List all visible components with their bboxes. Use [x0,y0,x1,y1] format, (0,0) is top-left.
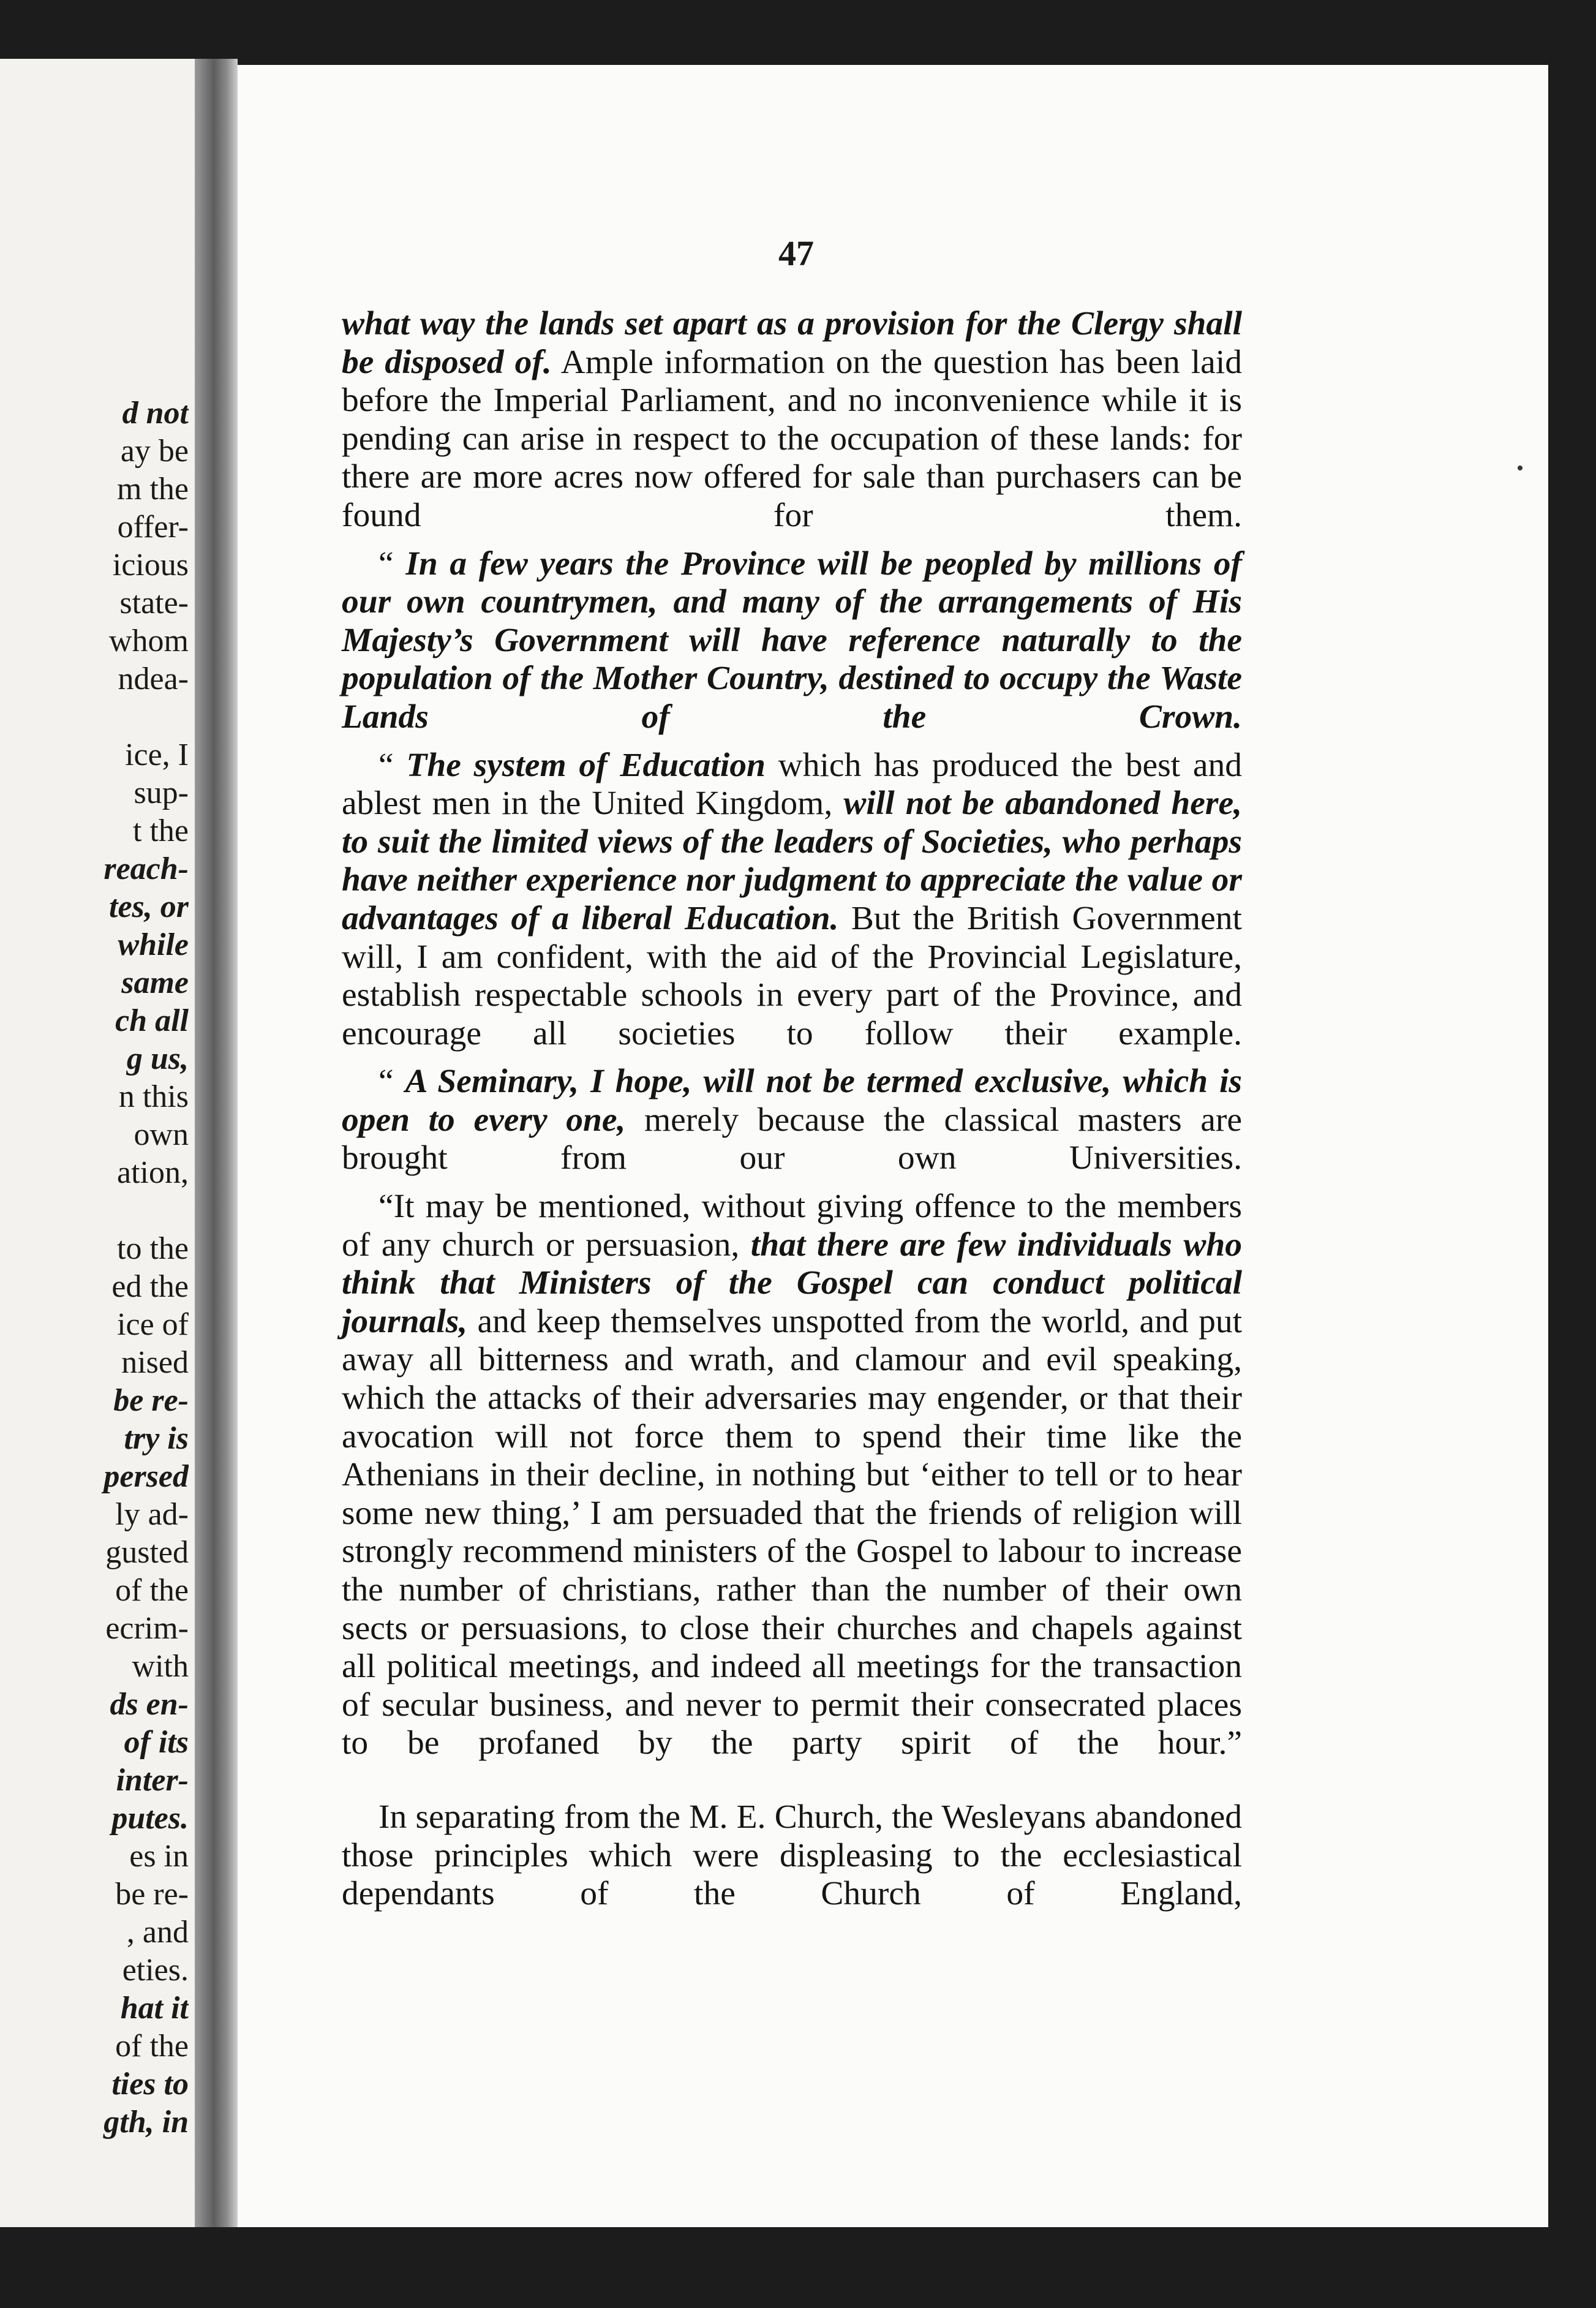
text-run: But the British Government will, I am confident, with the aid of the Provincial Legislature, establish respectable schools in every part of the Province, and encourage all societies to follow their example. [342,899,1242,1052]
left-page-fragment: ice of [117,1307,189,1342]
left-page-fragment: ds en- [110,1687,189,1722]
left-page-fragment: hat it [120,1991,189,2026]
left-page-fragment: reach- [104,851,189,886]
paragraph-province-peopled [342,545,1242,737]
left-page-fragment: m the [117,472,189,507]
left-page-fragment [0,698,189,736]
left-page-fragment: ly ad- [115,1497,189,1532]
left-page-fragment: g us, [126,1041,189,1076]
left-page-fragment: try is [124,1421,189,1456]
text-run: In separating from the M. E. Church, the Wesleyans abandoned those principles which were displeasing to the ecclesiastical dependants of the Church of England, [342,1798,1242,1913]
italic-phrase: In a few years the Province will be peopled by millions of our own countrymen, and many of the arrangements of His Majesty’s Government will have reference naturally to the population of the Mother Country, destined to occupy the Waste Lands of the Crown. [342,545,1242,736]
paragraph-seminary [342,1063,1242,1178]
left-page-fragment: nised [121,1345,189,1380]
text-run: Ample information on the question has been laid before the Imperial Parliament, and no inconvenience while it is pending can arise in respect to the occupation of these lands: for there are more acres now offered for sale than purchasers can be found for them. [342,343,1242,534]
left-page-fragment: sup- [134,775,189,810]
left-page-fragment: putes. [111,1801,189,1836]
paragraph-ministers-of-gospel [342,1188,1242,1763]
left-page-fragment [0,1192,189,1230]
left-page-fragment: es in [129,1839,189,1874]
left-page-fragment: gth, in [104,2105,189,2140]
italic-phrase: will not be abandoned here, to suit the limited views of the leaders of Societies, who perhaps have neither experience nor judgment to appreciate the value or advantages of a liberal Education. [342,785,1242,937]
paragraph-clergy-lands [342,305,1242,535]
left-page [0,59,195,2227]
left-page-fragment: ties to [111,2067,189,2102]
left-page-fragment: d not [122,396,189,431]
open-quote: “ [378,1063,405,1101]
book-gutter [195,59,238,2227]
open-quote: “ [378,545,406,583]
open-quote: “ [378,746,407,784]
left-page-fragment: while [118,927,189,962]
left-page-fragment: of the [115,1573,189,1608]
left-page-fragment: state- [119,586,189,620]
left-page-fragment: of its [124,1725,189,1760]
left-page-fragment: ed the [111,1269,189,1304]
text-run: merely because the classical masters are brought from our own Universities. [342,1101,1242,1177]
left-page-fragment: persed [104,1459,189,1494]
main-text-column [342,305,1242,1914]
italic-phrase: what way the lands set apart as a provision for the Clergy shall be disposed of. [342,305,1242,381]
left-page-fragment: to the [117,1231,189,1266]
left-page-fragment: ation, [117,1155,189,1190]
paragraph-wesleyans [342,1798,1242,1914]
left-page-fragment: ch all [115,1003,189,1038]
left-page-fragment: whom [109,624,189,658]
left-page-fragment: t the [133,813,189,848]
left-page-fragment: own [134,1117,189,1152]
left-page-text-fragments [0,394,189,2141]
left-page-fragment: same [121,965,189,1000]
left-page-fragment: gusted [105,1535,189,1570]
italic-phrase: The system of Education [406,746,766,784]
page-number: 47 [778,233,814,273]
left-page-fragment: be re- [115,1877,189,1912]
text-run: “It may be mentioned, without giving offence to the members of any church or persuasion, [342,1188,1242,1264]
left-page-fragment: ay be [120,434,189,469]
left-page-fragment: icious [112,548,189,583]
left-page-fragment: tes, or [109,889,189,924]
left-page-fragment: inter- [116,1763,189,1798]
left-page-fragment: offer- [117,510,189,545]
paragraph-system-of-education [342,747,1242,1054]
text-run: which has produced the best and ablest men in the United Kingdom, [342,746,1242,823]
left-page-fragment: of the [115,2029,189,2064]
italic-phrase: A Seminary, I hope, will not be termed exclusive, which is open to every one, [342,1063,1242,1139]
left-page-fragment: , and [126,1915,189,1950]
speck-mark [1518,466,1523,470]
left-page-fragment: n this [118,1079,189,1114]
left-page-fragment: ice, I [125,737,189,772]
left-page-fragment: ecrim- [105,1611,189,1646]
text-run: and keep themselves unspotted from the world, and put away all bitterness and wrath, and clamour and evil speaking, which the attacks of their adversaries may engender, or that their avocation will not force them to spend their time like the Athenians in their decline, in nothing but ‘either to tell or to hear some new thing,’ I am persuaded that the friends of religion will strongly recommend ministers of the Gospel to labour to increase the number of christians, rather than the number of their own sects or persuasions, to close their churches and chapels against all political meetings, and indeed all meetings for the transaction of secular business, and never to permit their consecrated places to be profaned by the party spirit of the hour.” [342,1302,1242,1762]
left-page-fragment: with [132,1649,189,1684]
left-page-fragment: ndea- [118,662,189,696]
left-page-fragment: eties. [122,1953,189,1988]
italic-phrase: that there are few individuals who think that Ministers of the Gospel can conduct political journals, [342,1226,1242,1340]
left-page-fragment: be re- [113,1383,189,1418]
